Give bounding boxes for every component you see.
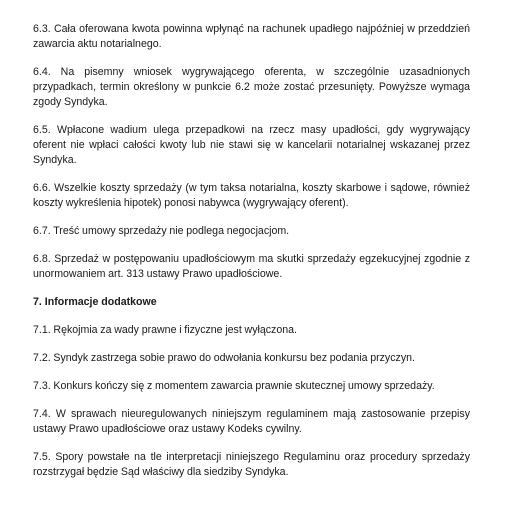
paragraph-7-3: 7.3. Konkurs kończy się z momentem zawarcia prawnie skutecznej umowy sprzedaży.: [33, 380, 435, 392]
paragraph-7-2: 7.2. Syndyk zastrzega sobie prawo do odwołania konkursu bez podania przyczyn.: [33, 352, 415, 364]
paragraph-6-6: 6.6. Wszelkie koszty sprzedaży (w tym taksa notarialna, koszty skarbowe i sądowe, również koszty wykreślenia hipotek) ponosi nabywca (wygrywający oferent).: [33, 182, 470, 209]
paragraph-6-4: 6.4. Na pisemny wniosek wygrywającego oferenta, w szczególnie uzasadnionych przypadkach, termin określony w punkcie 6.2 może zostać przesunięty. Powyższe wymaga zgody Syndyka.: [33, 66, 470, 108]
document-page: [33, 22, 470, 493]
section-heading: 7. Informacje dodatkowe: [33, 296, 157, 308]
paragraph-7-5: 7.5. Spory powstałe na tle interpretacji niniejszego Regulaminu oraz procedury sprzedaży rozstrzygał będzie Sąd właściwy dla siedziby Syndyka.: [33, 451, 470, 478]
paragraph-6-3: 6.3. Cała oferowana kwota powinna wpłynąć na rachunek upadłego najpóźniej w przeddzień zawarcia aktu notarialnego.: [33, 23, 470, 50]
paragraph-6-5: 6.5. Wpłacone wadium ulega przepadkowi na rzecz masy upadłości, gdy wygrywający oferent nie wpłaci całości kwoty lub nie stawi się w kancelarii notarialnej wskazanej przez Syndyka.: [33, 124, 470, 166]
paragraph-6-8: 6.8. Sprzedaż w postępowaniu upadłościowym ma skutki sprzedaży egzekucyjnej zgodnie z unormowaniem art. 313 ustawy Prawo upadłościowe.: [33, 253, 470, 280]
paragraph-7-4: 7.4. W sprawach nieuregulowanych niniejszym regulaminem mają zastosowanie przepisy ustawy Prawo upadłościowe oraz ustawy Kodeks cywilny.: [33, 408, 470, 435]
paragraph-6-7: 6.7. Treść umowy sprzedaży nie podlega negocjacjom.: [33, 225, 290, 237]
paragraph-7-1: 7.1. Rękojmia za wady prawne i fizyczne jest wyłączona.: [33, 324, 297, 336]
